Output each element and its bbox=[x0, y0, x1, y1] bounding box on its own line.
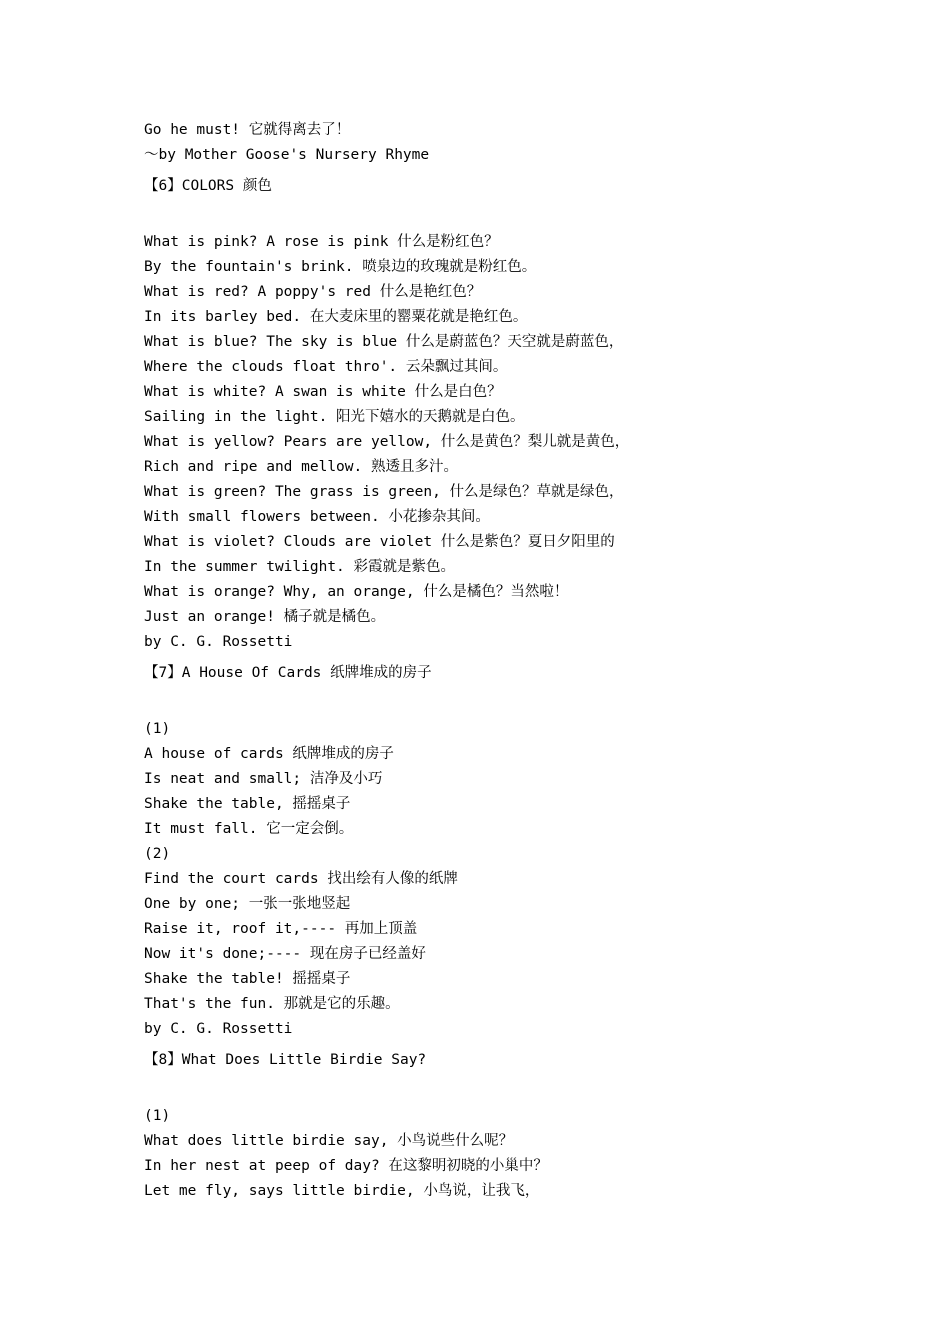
poem-line: What is violet? Clouds are violet 什么是紫色？夏日夕阳里的 bbox=[144, 534, 615, 550]
poem-line: Shake the table! 摇摇桌子 bbox=[144, 971, 351, 987]
poem-line: It must fall. 它一定会倒。 bbox=[144, 821, 354, 837]
document-page bbox=[144, 118, 844, 1204]
poem-line: With small flowers between. 小花掺杂其间。 bbox=[144, 509, 490, 525]
poem-line: What is yellow? Pears are yellow, 什么是黄色？梨儿就是黄色， bbox=[144, 434, 630, 450]
poem-line: Let me fly, says little birdie, 小鸟说，让我飞， bbox=[144, 1183, 540, 1199]
blank-line bbox=[144, 1073, 844, 1104]
stanza-number: (1) bbox=[144, 721, 171, 737]
poem-line: Just an orange! 橘子就是橘色。 bbox=[144, 609, 386, 625]
poem-line: What is red? A poppy's red 什么是艳红色？ bbox=[144, 284, 482, 300]
blank-line bbox=[144, 686, 844, 717]
section-body bbox=[144, 1104, 844, 1204]
poem-line: What is pink? A rose is pink 什么是粉红色？ bbox=[144, 234, 499, 250]
poem-line: A house of cards 纸牌堆成的房子 bbox=[144, 746, 394, 762]
intro-line: ～by Mother Goose's Nursery Rhyme bbox=[144, 147, 430, 163]
author-line: by C. G. Rossetti bbox=[144, 1021, 293, 1037]
author-line: by C. G. Rossetti bbox=[144, 634, 293, 650]
intro-line: Go he must! 它就得离去了！ bbox=[144, 122, 351, 138]
poem-line: Raise it, roof it,---- 再加上顶盖 bbox=[144, 921, 418, 937]
section-heading: 【8】What Does Little Birdie Say? bbox=[144, 1052, 427, 1068]
poem-line: What is orange? Why, an orange, 什么是橘色？当然啦！ bbox=[144, 584, 569, 600]
poem-line: In its barley bed. 在大麦床里的罂粟花就是艳红色。 bbox=[144, 309, 528, 325]
poem-line: In her nest at peep of day? 在这黎明初晓的小巢中？ bbox=[144, 1158, 548, 1174]
stanza-number: (2) bbox=[144, 846, 171, 862]
poem-line: Sailing in the light. 阳光下嬉水的天鹅就是白色。 bbox=[144, 409, 525, 425]
poem-line: Shake the table, 摇摇桌子 bbox=[144, 796, 351, 812]
poem-line: Rich and ripe and mellow. 熟透且多汁。 bbox=[144, 459, 458, 475]
poem-line: In the summer twilight. 彩霞就是紫色。 bbox=[144, 559, 456, 575]
poem-line: Find the court cards 找出绘有人像的纸牌 bbox=[144, 871, 458, 887]
poem-line: Where the clouds float thro'. 云朵飘过其间。 bbox=[144, 359, 508, 375]
poem-line: What does little birdie say, 小鸟说些什么呢？ bbox=[144, 1133, 514, 1149]
section-heading: 【7】A House Of Cards 纸牌堆成的房子 bbox=[144, 665, 432, 681]
poem-line: That's the fun. 那就是它的乐趣。 bbox=[144, 996, 400, 1012]
poem-line: What is green? The grass is green, 什么是绿色？草就是绿色， bbox=[144, 484, 624, 500]
poem-line: What is blue? The sky is blue 什么是蔚蓝色？天空就是蔚蓝色， bbox=[144, 334, 624, 350]
poem-line: One by one; 一张一张地竖起 bbox=[144, 896, 351, 912]
poem-line: What is white? A swan is white 什么是白色？ bbox=[144, 384, 502, 400]
poem-line: By the fountain's brink. 喷泉边的玫瑰就是粉红色。 bbox=[144, 259, 537, 275]
blank-line bbox=[144, 199, 844, 230]
section-body bbox=[144, 230, 844, 655]
poem-line: Is neat and small; 洁净及小巧 bbox=[144, 771, 383, 787]
section-heading: 【6】COLORS 颜色 bbox=[144, 178, 272, 194]
stanza-number: (1) bbox=[144, 1108, 171, 1124]
section-body bbox=[144, 717, 844, 1042]
poem-line: Now it's done;---- 现在房子已经盖好 bbox=[144, 946, 426, 962]
